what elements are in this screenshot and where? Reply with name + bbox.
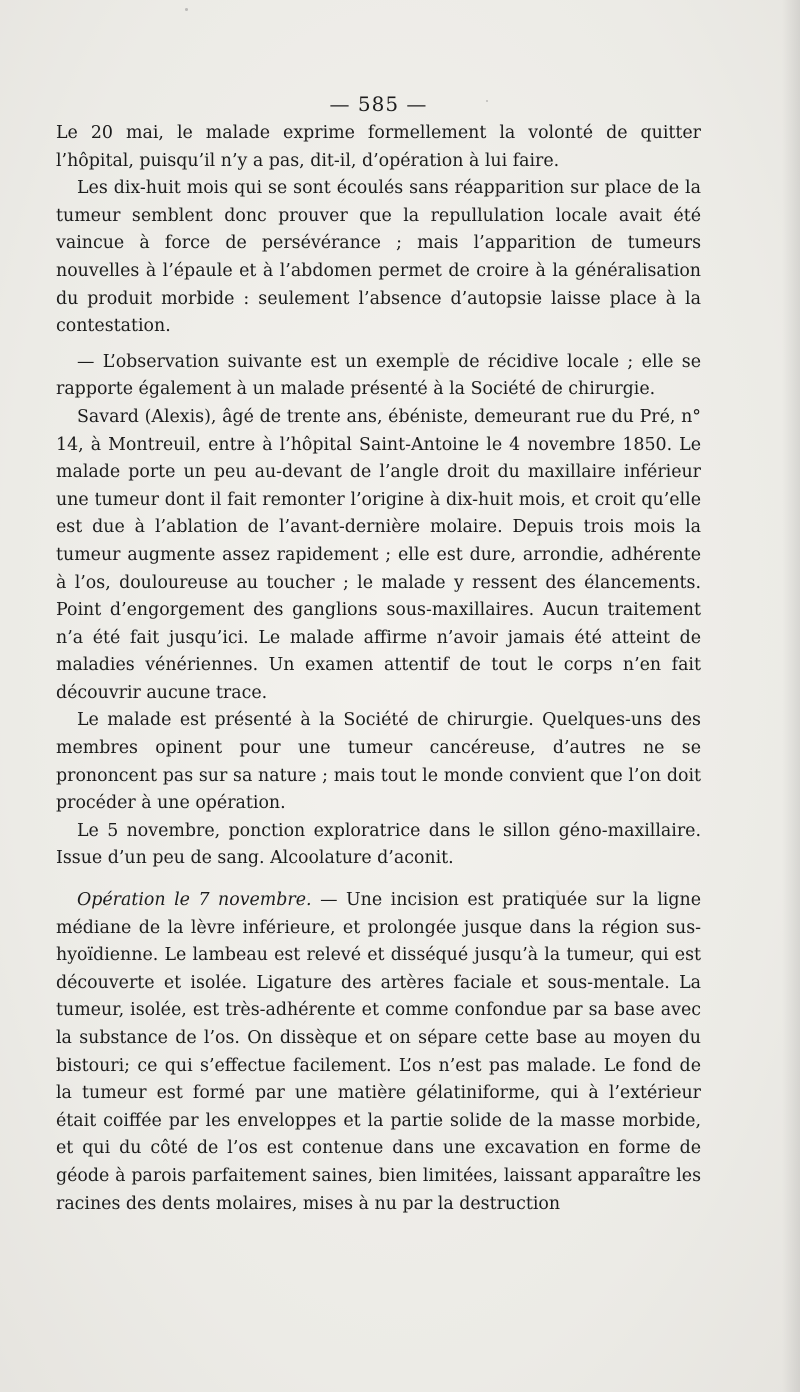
paper-speck <box>185 8 188 11</box>
paragraph-analysis: Les dix-huit mois qui se sont écoulés sans réapparition sur place de la tumeur semblent donc prouver que la repullulation locale avait été vaincue à force de persévérance ; mais l’apparition de tumeurs nouvelles à l’épaule et à l’abdomen permet de croire à la généralisation du produit morbide : seulement l’absence d’autopsie laisse place à la contestation. <box>56 178 701 337</box>
paragraph-operation <box>56 887 701 1218</box>
operation-text: — Une incision est pratiquée sur la ligne médiane de la lèvre inférieure, et prolongée jusque dans la région sus-hyoïdienne. Le lambeau est relevé et disséqué jusqu’à la tumeur, qui est découverte et isolée. Ligature des artères faciale et sous-mentale. La tumeur, isolée, est très-adhérente et comme confondue par sa base avec la substance de l’os. On dissèque et on sépare cette base au moyen du bistouri; ce qui s’effectue facilement. L’os n’est pas malade. Le fond de la tumeur est formé par une matière gélatiniforme, qui à l’extérieur était coiffée par les enveloppes et la partie solide de la masse morbide, et qui du côté de l’os est contenue dans une excavation en forme de géode à parois parfaitement saines, bien limitées, laissant apparaître les racines des dents molaires, mises à nu par la destruction <box>56 890 701 1214</box>
paragraph-patient-history: Savard (Alexis), âgé de trente ans, ébéniste, demeurant rue du Pré, n° 14, à Montreuil, entre à l’hôpital Saint-Antoine le 4 novembre 1850. Le malade porte un peu au-devant de l’angle droit du maxillaire inférieur une tumeur dont il fait remonter l’origine à dix-huit mois, et croit qu’elle est due à l’ablation de l’avant-dernière molaire. Depuis trois mois la tumeur augmente assez rapidement ; elle est dure, arrondie, adhérente à l’os, douloureuse au toucher ; le malade y ressent des élancements. Point d’engorgement des ganglions sous-maxillaires. Aucun traitement n’a été fait jusqu’ici. Le malade affirme n’avoir jamais été atteint de maladies vénériennes. Un examen attentif de tout le corps n’en fait découvrir aucune trace. <box>56 406 701 703</box>
page-edge-shadow <box>782 0 800 1392</box>
page-text <box>56 88 701 1218</box>
paragraph-patient-leaves: Le 20 mai, le malade exprime formellement la volonté de quitter l’hôpital, puisqu’il n’y a pas, dit-il, d’opération à lui faire. <box>56 123 701 171</box>
paragraph-exploratory-puncture: Le 5 novembre, ponction exploratrice dans le sillon géno-maxillaire. Issue d’un peu de sang. Alcoolature d’aconit. <box>56 820 701 869</box>
page-number: — 585 — <box>329 92 428 116</box>
operation-heading: Opération le 7 novembre. <box>77 890 312 911</box>
paragraph-observation-intro: — L’observation suivante est un exemple de récidive locale ; elle se rapporte également à un malade présenté à la Société de chirurgie. <box>56 351 701 400</box>
paragraph-society-presentation: Le malade est présenté à la Société de chirurgie. Quelques-uns des membres opinent pour une tumeur cancéreuse, d’autres ne se prononcent pas sur sa nature ; mais tout le monde convient que l’on doit procéder à une opération. <box>56 710 701 814</box>
